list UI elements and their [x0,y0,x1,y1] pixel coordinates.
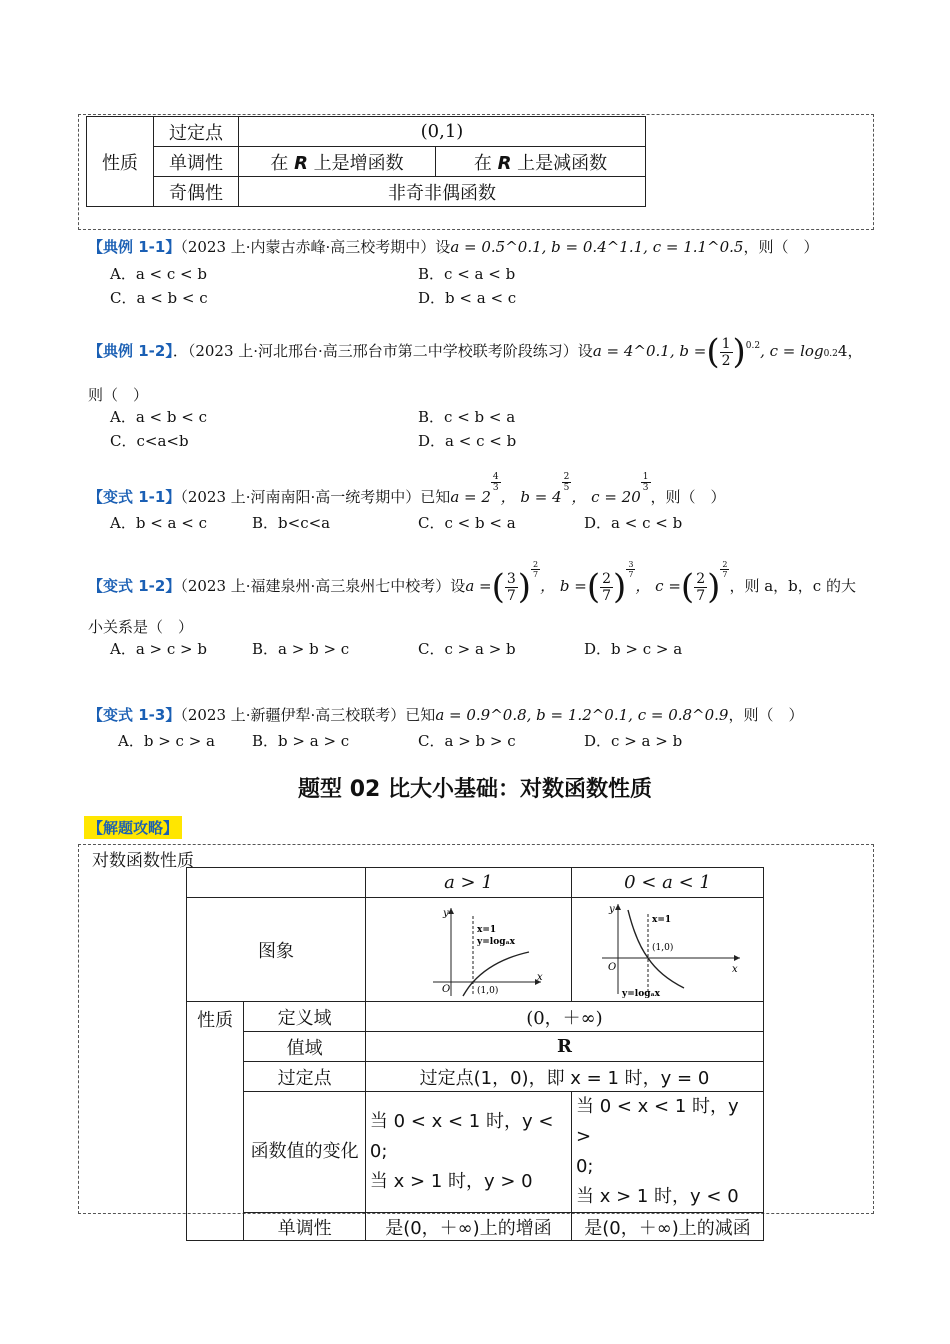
change-gt1-line1: 当 0 < x < 1 时，y < 0; [369,1111,554,1162]
graph2-x-eq: x=1 [652,914,672,925]
domain-value: (0，＋∞) [365,1002,763,1032]
q3-option-b[interactable]: B．b<c<a [252,514,331,532]
q3-option-c[interactable]: C．c < b < a [418,514,516,532]
q2-line2: 则（ ） [88,386,149,404]
q3-a-exp-num: 4 [492,472,499,482]
monotonic-label: 单调性 [154,147,239,177]
q4-c-exp-num: 2 [722,560,728,569]
q4-tail: ，则 a，b，c 的大 [729,577,856,595]
graph1-point: (1,0) [477,985,499,996]
graph2-y-axis: y [609,903,616,915]
change-gt1-cell [365,1092,571,1213]
q2-frac [720,336,733,369]
inc-R: R [294,152,308,174]
q3-a-exp [491,472,501,493]
graph1-x-eq: x=1 [477,924,497,935]
q2-expr-a: a = 4^0.1, b = [592,342,707,360]
q2-tail: ， [847,342,863,360]
dec-post: 上是减函数 [517,152,608,174]
q4-line2: 小关系是（ ） [88,618,194,636]
q3-a-exp-den: 3 [492,483,499,493]
q4-b-exp-num: 3 [628,560,634,569]
q4-c-exp-den: 7 [722,570,728,579]
question-3 [88,472,726,517]
q2-log-arg: 4 [837,342,848,360]
q2-frac-num: 1 [721,335,731,352]
q1-tag: 【典例 1-1】 [88,238,181,256]
q3-b-exp-num: 2 [563,472,570,482]
inc-pre: 在 [270,152,289,174]
q4-tag: 【变式 1-2】 [88,577,181,595]
fixed-point-value: (0,1) [239,117,646,147]
q3-c-exp-num: 1 [642,472,649,482]
graph1-y-axis: y [443,907,450,919]
q4-b-close: ) [613,567,627,607]
mono-lt1: 是(0，＋∞)上的减函 [571,1213,763,1241]
q2-exp-b: 0.2 [745,341,761,351]
range-label: 值域 [244,1032,366,1062]
parity-label: 奇偶性 [154,177,239,207]
q4-b-den: 7 [602,587,612,604]
increasing-cell [239,147,436,177]
graph1-y-eq: y=logₐx [477,936,516,947]
parity-value: 非奇非偶函数 [239,177,646,207]
question-5 [88,704,804,725]
graph2-point: (1,0) [652,942,674,953]
q3-c-exp-den: 3 [642,483,649,493]
q1-expr: a = 0.5^0.1, b = 0.4^1.1, c = 1.1^0.5 [450,238,744,256]
change-lt1-cell [571,1092,763,1213]
q4-option-c[interactable]: C．c > a > b [418,640,516,658]
dec-R: R [497,152,512,174]
row-header-properties: 性质 [87,117,154,207]
q1-option-d[interactable]: D．b < a < c [418,289,517,307]
q2-option-d[interactable]: D．a < c < b [418,432,517,450]
q4-a-exp [531,560,540,579]
q3-b-exp [562,472,572,493]
mono-gt1: 是(0，＋∞)上的增函 [365,1213,571,1241]
q4-a-exp-den: 7 [533,570,539,579]
q1-option-b[interactable]: B．c < a < b [418,265,516,283]
q3-option-a[interactable]: A．b < a < c [110,514,207,532]
header-a-gt1: a > 1 [365,868,571,898]
q4-a-frac [505,571,518,604]
q2-frac-den: 2 [721,352,731,369]
domain-label: 定义域 [244,1002,366,1032]
q5-source: （2023 上·新疆伊犁·高三校联考）已知 [180,706,436,724]
q5-expr: a = 0.9^0.8, b = 1.2^0.1, c = 0.8^0.9 [435,706,729,724]
graph1-x-axis: x [537,971,544,983]
q3-tag: 【变式 1-1】 [88,488,181,506]
q4-b-label: ， b = [540,577,587,595]
change-lt1-line1: 当 0 < x < 1 时，y > [575,1096,739,1147]
inc-post: 上是增函数 [313,152,404,174]
q3-b: ， b = 4 [500,488,562,506]
change-lt1-line3: 当 x > 1 时，y < 0 [575,1186,739,1207]
q1-tail: ，则（ ） [743,238,819,256]
q4-c-num: 2 [696,570,706,587]
question-2 [88,332,862,372]
graph1-origin: O [442,983,451,995]
strategy-label: 【解题攻略】 [84,816,182,839]
q4-c-close: ) [707,567,721,607]
q4-b-open: ( [586,567,601,607]
graph2-x-axis: x [732,963,739,975]
q3-c-exp [641,472,651,493]
property-label: 性质 [187,1002,244,1241]
q4-c-den: 7 [696,587,706,604]
q2-tag: 【典例 1-2】 [88,342,173,360]
q5-option-d[interactable]: D．c > a > b [584,732,683,750]
change-label: 函数值的变化 [244,1092,366,1213]
q5-option-a[interactable]: A．b > c > a [118,732,215,750]
q3-b-exp-den: 5 [563,483,570,493]
q4-a-den: 7 [506,587,516,604]
q4-a-close: ) [517,567,532,607]
q5-tag: 【变式 1-3】 [88,706,181,724]
fixed-value: 过定点(1，0)，即 x = 1 时，y = 0 [365,1062,763,1092]
q4-a-num: 3 [506,570,516,587]
q4-option-b[interactable]: B．a > b > c [252,640,350,658]
change-gt1-line2: 当 x > 1 时，y > 0 [369,1171,533,1192]
fixed-label: 过定点 [244,1062,366,1092]
log-properties-table [186,867,764,1241]
q3-tail: ，则（ ） [650,488,726,506]
q4-b-num: 2 [602,570,612,587]
exp-properties-table [86,116,646,207]
question-4 [88,560,856,607]
q2-source: ．（2023 上·河北邢台·高三邢台市第二中学校联考阶段练习）设 [172,342,593,360]
q3-option-d[interactable]: D．a < c < b [584,514,683,532]
q2-option-a[interactable]: A．a < b < c [110,408,207,426]
q2-option-c[interactable]: C．c<a<b [110,432,189,450]
q4-c-open: ( [680,567,695,607]
graph2-y-eq: y=logₐx [622,988,661,999]
q3-a: a = 2 [450,488,491,506]
q2-expr-c: , c = log [760,342,824,360]
q3-source: （2023 上·河南南阳·高一统考期中）已知 [180,488,451,506]
q4-b-exp-den: 7 [628,570,634,579]
q1-source: （2023 上·内蒙古赤峰·高三校考期中）设 [180,238,451,256]
q2-option-b[interactable]: B．c < b < a [418,408,516,426]
graph2-origin: O [608,961,617,973]
change-lt1-line2: 0; [575,1156,594,1177]
dec-pre: 在 [473,152,492,174]
graph-cell-lt1 [571,898,763,1002]
graph-cell-gt1 [365,898,571,1002]
q4-option-d[interactable]: D．b > c > a [584,640,683,658]
q5-option-b[interactable]: B．b > a > c [252,732,350,750]
q2-log-base: 0.2 [823,349,838,359]
log-table-title: 对数函数性质 [92,851,194,871]
q4-a-exp-num: 2 [533,560,539,569]
mono-label: 单调性 [244,1213,366,1241]
q2-paren-open: ( [706,332,720,372]
q4-c-label: ， c = [635,577,681,595]
q1-option-c[interactable]: C．a < b < c [110,289,208,307]
q2-paren-close: ) [732,332,746,372]
q5-tail: ，则（ ） [728,706,804,724]
fixed-point-label: 过定点 [154,117,239,147]
decreasing-cell [436,147,646,177]
q1-option-a[interactable]: A．a < c < b [110,265,207,283]
q4-b-frac [600,571,613,604]
header-a-lt1: 0 < a < 1 [571,868,763,898]
graph-gt1 [393,902,543,998]
q4-c-frac [694,571,707,604]
range-value: R [365,1032,763,1062]
q3-c: ， c = 20 [571,488,641,506]
section-heading: 题型 02 比大小基础：对数函数性质 [298,777,652,802]
header-empty [187,868,366,898]
q4-option-a[interactable]: A．a > c > b [110,640,207,658]
graph-label: 图象 [187,898,366,1002]
graph-lt1 [592,900,742,1000]
q4-source: （2023 上·福建泉州·高三泉州七中校考）设 [180,577,466,595]
q5-option-c[interactable]: C．a > b > c [418,732,516,750]
q4-a-open: ( [491,567,505,607]
q4-a-label: a = [465,577,492,595]
question-1 [88,236,819,257]
